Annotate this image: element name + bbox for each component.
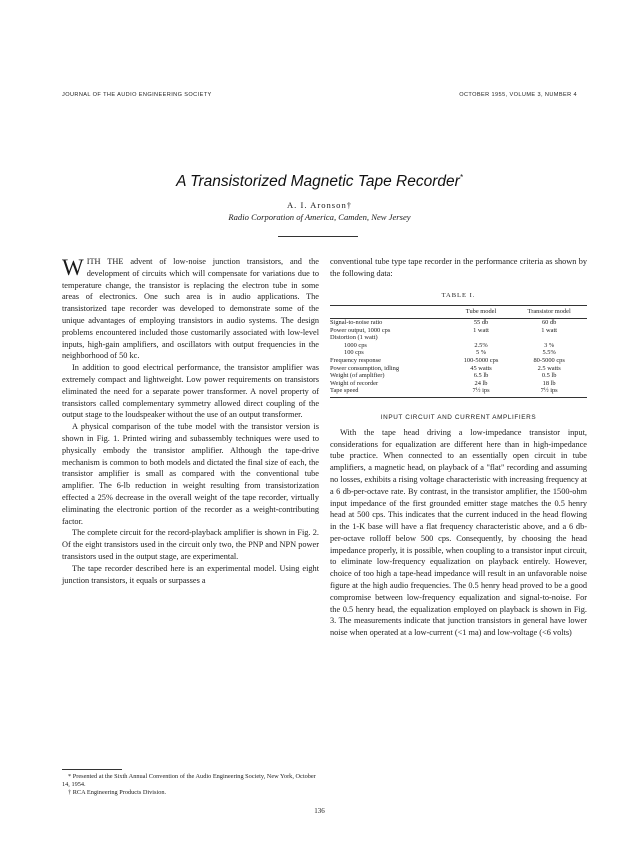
table-row: Power consumption, idling 45 watts 2.5 watts — [330, 364, 561, 372]
footnote: † RCA Engineering Products Division. — [68, 789, 167, 796]
body-paragraph: conventional tube type tape recorder in the performance criteria as shown by the following data: — [330, 257, 587, 278]
footnote: * Presented at the Sixth Annual Convention of the Audio Engineering Society, New York, October 14, 1954. — [62, 773, 316, 788]
table-row: Signal-to-noise ratio 55 db 60 db — [330, 318, 557, 326]
table-row: Tape speed 7½ ips 7½ ips — [330, 387, 587, 397]
running-head — [62, 92, 577, 98]
right-column — [330, 256, 587, 639]
body-paragraph: With the tape head driving a low-impedance transistor input, considerations for equalization are different here than in high-impedance tube practice. When connected to an essentially open circuit in tube amplifiers, a magnetic head, on playback of a "flat" recording and assuming no losses, exhibits a rising voltage characteristic with increasing frequency at a 6 db-per-octave rate. By contrast, in the transistor amplifier, the 1500-ohm input impedance of the first grounded emitter stage matches the 0.5 henry head at 500 cps. This indicates that the current induced in the head flowing in the 1-K base will have a flat frequency characteristic above, and a 6 db-per-octave rolloff below 500 cps. Consequently, by choosing the head impedance properly, it is possible, when coupling to a transistor input circuit, to eliminate low-frequency equalization on playback entirely. However, choice of too high a tape-head impedance will result in an unfavorable noise figure at the high audio frequencies. The 0.5 henry head proved to be a good compromise between low-frequency equalization and signal-to-noise. For the 0.5 henry head, the equalization employed on playback is shown in Fig. 3. The measurements indicate that junction transistors in general have lower noise when operated at a low-current (<1 ma) and low-voltage (<6 volts) — [330, 427, 587, 638]
body-paragraph: The complete circuit for the record-playback amplifier is shown in Fig. 2. Of the eight transistors used in the circuit only two, the PNP and NPN power transistors used in the output stage, are experimental. — [62, 528, 319, 561]
title-footnote-mark: * — [459, 173, 463, 182]
table-header-cell: Tube model — [451, 306, 512, 319]
author-name: A. I. Aronson† — [286, 200, 353, 210]
table-row: Distortion (1 watt) — [330, 334, 378, 342]
article-title-block — [0, 173, 639, 191]
drop-cap: W — [62, 255, 84, 280]
journal-name: JOURNAL OF THE AUDIO ENGINEERING SOCIETY — [62, 92, 212, 98]
footnotes — [62, 769, 319, 797]
issue-info: OCTOBER 1955, VOLUME 3, NUMBER 4 — [459, 92, 577, 98]
table-row: 1000 cps 2.5% 3 % — [344, 341, 555, 349]
article-title: A Transistorized Magnetic Tape Recorder — [176, 173, 460, 191]
table-row: Weight of recorder 24 lb 18 lb — [330, 379, 556, 387]
comparison-table — [330, 305, 587, 398]
table-header-cell: Transistor model — [511, 306, 587, 319]
table-row: Weight (of amplifier) 6.5 lb 0.5 lb — [330, 372, 557, 380]
table-row: Frequency response 100-5000 cps 80-5000 cps — [330, 356, 565, 364]
body-paragraph: A physical comparison of the tube model with the transistor version is shown in Fig. 1. Printed wiring and subassembly techniques were used to physically embody the transistor amplifier. Although the tape-drive mechanism is common to both models and dictated the final size of each, the transistor amplifier is small as compared with the conventional tube amplifier. The 6-lb reduction in weight resulting from transistorization effected a 25% decrease in the overall weight of the tape recorder, virtually eliminating the electronic portion of the recorder as a weight-contributing factor. — [62, 422, 319, 526]
body-paragraph: In addition to good electrical performance, the transistor amplifier was extremely compact and lightweight. Low power requirements on transistors eliminated the need for a separate power transformer. A novel property of transistors called complementary symmetry allowed direct coupling of the output stage to the loudspeaker without the use of an output transformer. — [62, 363, 319, 420]
table-header-cell — [330, 306, 451, 319]
body-paragraph: The tape recorder described here is an experimental model. Using eight junction transistors, it equals or surpasses a — [62, 563, 319, 585]
body-paragraph: WITH THE advent of low-noise junction transistors, and the development of circuits which will compensate for variations due to temperature change, the transistor is replacing the electron tube in some areas of electronics. One such area is in audio applications. The transistorized tape recorder was developed to demonstrate some of the unique advantages of employing transistors in audio systems. The design problems encountered included those customarily associated with low-level inputs, high-gain amplifiers, and oscillators with output frequencies in the neighborhood of 50 kc. — [62, 255, 319, 361]
title-divider — [278, 236, 358, 237]
author-affiliation: Radio Corporation of America, Camden, New Jersey — [228, 212, 411, 222]
footnote-divider — [62, 769, 122, 770]
page-number: 136 — [314, 807, 325, 815]
section-heading: INPUT CIRCUIT AND CURRENT AMPLIFIERS — [380, 413, 537, 421]
table-label: TABLE I. — [441, 291, 476, 299]
left-column — [62, 256, 319, 586]
table-row: Power output, 1000 cps 1 watt 1 watt — [330, 326, 558, 334]
table-row: 100 cps 5 % 5.5% — [344, 349, 556, 357]
